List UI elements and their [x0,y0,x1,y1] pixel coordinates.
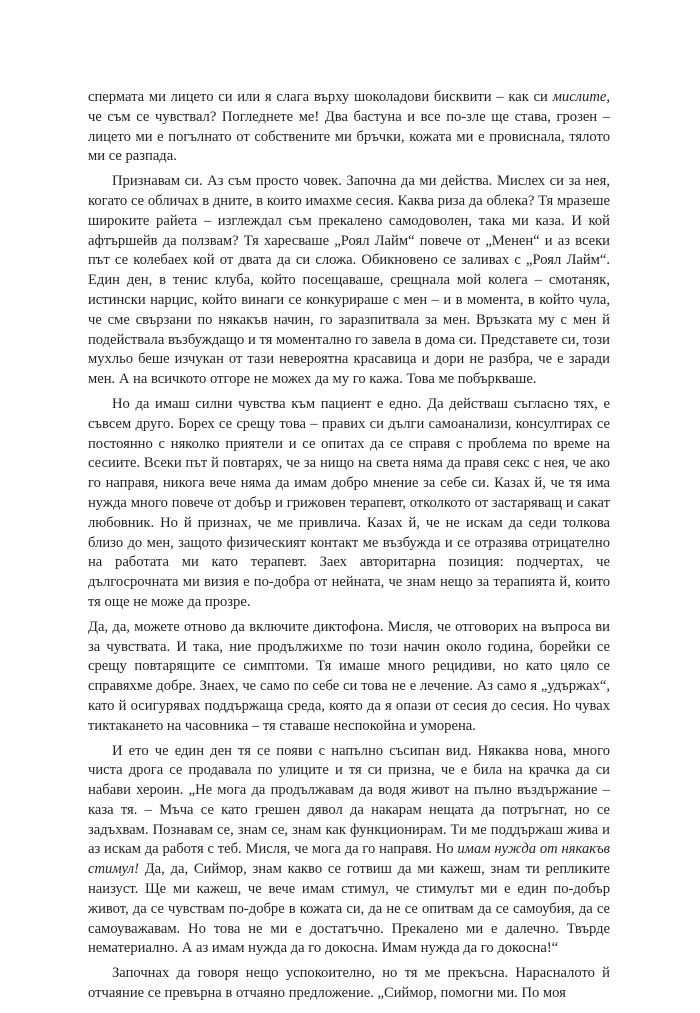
paragraph-text: , че съм се чувствал? Погледнете ме! Два бастуна и все по-зле ще става, грозен – лицето ми е погълнато от собствените ми бръчки, кожата ми е провиснала, тялото ми се разпада. [88,89,610,165]
paragraph-5 [88,742,610,960]
paragraph-text-italic: имам нужда от някакъв стимул! [88,841,610,878]
paragraph-2 [88,172,610,390]
paragraph-3 [88,395,610,613]
paragraph-text: И ето че един ден тя се появи с напълно съсипан вид. Някаква нова, много чиста дрога се продавала по улиците и тя си призна, че е била на крачка да си набави хероин. „Не мога да продължавам да водя живот на пълно въздържание – каза тя. – Мъча се като грешен дявол да накарам нещата да потръгнат, но се задъхвам. Познавам се, знам се, знам как функционирам. Ти ме поддържаш жива и аз искам да работя с теб. Мисля, че мога да го направя. Но [88,742,610,858]
paragraph-4 [88,618,610,737]
paragraph-text: Признавам си. Аз съм просто човек. Започна да ми действа. Мислех си за нея, когато се обличах в дните, в които имахме сесия. Каква риза да облека? Тя мразеше широките райета – изглеждал съм прекалено самодоволен, така ми каза. И кой афтършейв да ползвам? Тя харесваше „Роял Лайм“ повече от „Менен“ и аз всеки път се колебаех кой от двата да си сложа. Обикновено се заливах с „Роял Лайм“. Един ден, в тенис клуба, който посещаваше, срещнала мой колега – смотаняк, истински нарцис, който винаги се конкурираше с мен – и в момента, в който чула, че сме свързани по някакъв начин, го заразпитвала за мен. Връзката му с мен й подействала възбуждащо и тя моментално го завела в дома си. Представете си, този мухльо беше изчукан от тази невероятна красавица и дори не разбра, че е заради мен. А на всичкото отгоре не можех да му го кажа. Това ме побъркваше. [88,173,610,388]
paragraph-text: спермата ми лицето си или я слага върху шоколадови бисквити – как си [88,89,553,105]
paragraph-1 [88,88,610,167]
paragraph-text: Да, да, можете отново да включите диктофона. Мисля, че отговорих на въпроса ви за чувствата. И така, ние продължихме по този начин около година, борейки се срещу повтарящите се симптоми. Тя имаше много рецидиви, но като цяло се справяхме добре. Знаех, че само по себе си това не е лечение. Аз само я „удържах“, като й осигурявах поддържаща среда, която да я опази от сесия до сесия. Но чувах тиктакането на часовника – тя ставаше неспокойна и уморена. [88,618,610,734]
paragraph-6 [88,964,610,1004]
paragraph-text-italic: мислите [552,89,607,105]
paragraph-text: Но да имаш силни чувства към пациент е едно. Да действаш съгласно тях, е съвсем друго. Борех се срещу това – правих си дълги самоанализи, консултирах се постоянно с няколко приятели и се опитах да се справя с проблема по време на сесиите. Всеки път й повтарях, че за нищо на света няма да правя секс с нея, че ако го направя, никога вече няма да имам добро мнение за себе си. Казах й, че тя има нужда много повече от добър и грижовен терапевт, отколкото от застаряващ и сакат любовник. Но й признах, че ме привлича. Казах й, че не искам да седи толкова близо до мен, защото физическият контакт ме възбужда и се отразява отрицателно на работата ми като терапевт. Заех авторитарна позиция: подчертах, че дългосрочната ми визия е по-добра от нейната, че знам нещо за терапията й, които тя още не може да прозре. [88,395,610,610]
book-page [88,88,610,1009]
paragraph-text: Започнах да говоря нещо успокоително, но тя ме прекъсна. Нарасналото й отчаяние се превърна в отчаяно предложение. „Сиймор, помогни ми. По моя [88,965,610,1002]
paragraph-text: Да, да, Сиймор, знам какво се готвиш да ми кажеш, знам ти репликите наизуст. Ще ми кажеш, че вече имам стимул, че стимулът ми е един по-добър живот, да се чувствам по-добре в кожата си, да не се опитвам да се самоубия, да се самоуважавам. Но това не ми е достатъчно. Прекалено ми е далечно. Твърде нематериално. А аз имам нужда да го докосна. Имам нужда да го докосна!“ [88,861,610,957]
